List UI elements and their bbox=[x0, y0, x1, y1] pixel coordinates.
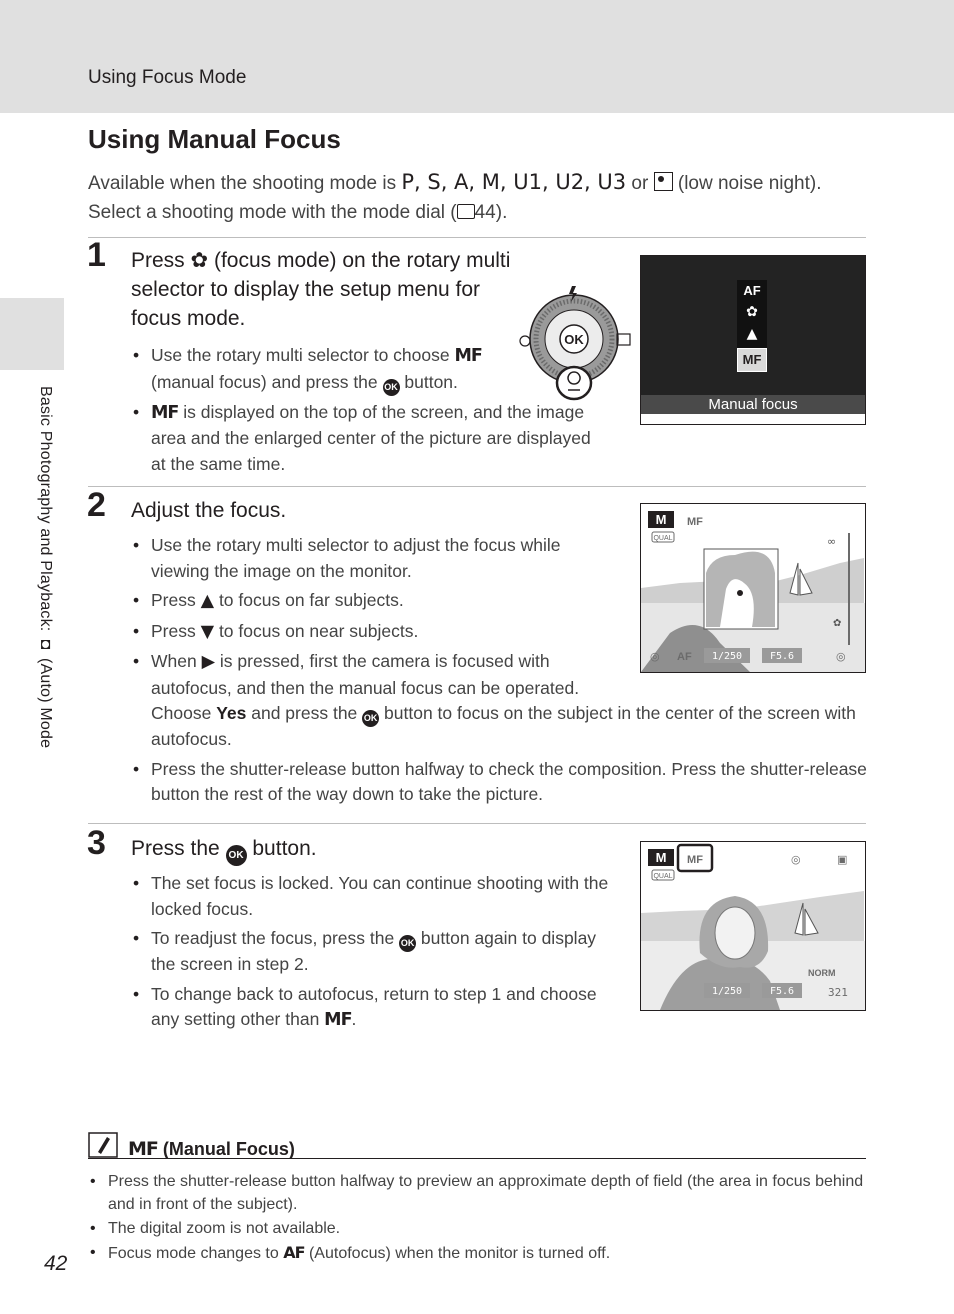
running-header: Using Focus Mode bbox=[88, 67, 247, 88]
autofocus-icon: AF bbox=[283, 1243, 305, 1262]
dial-ok-label: OK bbox=[564, 332, 584, 347]
macro-flower-icon: ✿ bbox=[190, 248, 209, 272]
bullet-text: To readjust the focus, press the bbox=[151, 928, 400, 948]
bullet-text: button again to display the screen in step 2. bbox=[151, 928, 597, 974]
bullet-text: Use the rotary multi selector to choose bbox=[151, 345, 455, 365]
macro-icon: ✿ bbox=[833, 618, 842, 629]
manual-focus-icon: MF bbox=[454, 346, 482, 366]
manual-focus-icon: MF bbox=[128, 1138, 158, 1160]
page-number: 42 bbox=[44, 1252, 68, 1275]
menu-item-af: AF bbox=[743, 283, 761, 298]
lcd-aperture: F5.6 bbox=[769, 986, 795, 997]
step2-heading: Adjust the focus. bbox=[131, 499, 287, 522]
bullet-text: . bbox=[351, 1009, 357, 1029]
yes-option: Yes bbox=[216, 703, 247, 723]
intro-or: or bbox=[626, 173, 654, 194]
lcd-qual: QUAL bbox=[653, 873, 673, 880]
menu-item-macro: ✿ bbox=[746, 304, 758, 320]
tip-bullets bbox=[88, 1170, 873, 1266]
bullet-text: Use the rotary multi selector to adjust the focus while viewing the image on the monitor. bbox=[151, 535, 561, 581]
step3-heading-b: button. bbox=[246, 837, 317, 860]
step-number: 2 bbox=[87, 486, 106, 524]
lcd-qual: QUAL bbox=[653, 535, 673, 542]
ok-button-icon: OK bbox=[399, 935, 416, 952]
lcd-vr-icon: ◎ bbox=[650, 650, 660, 663]
mode-list: P, S, A, M, U1, U2, U3 bbox=[401, 170, 627, 194]
exposure-comp-icon bbox=[617, 334, 630, 345]
bullet-text: button to focus on the subject in the center of the screen with autofocus. bbox=[151, 703, 856, 749]
infinity-icon: ∞ bbox=[827, 535, 837, 548]
bullet-text: The set focus is locked. You can continue shooting with the locked focus. bbox=[151, 873, 609, 919]
menu-item-manual-focus-selected: MF bbox=[737, 348, 767, 372]
list-item bbox=[88, 1170, 873, 1216]
intro-end: ). bbox=[495, 202, 508, 223]
tip-title-text: (Manual Focus) bbox=[162, 1139, 295, 1159]
lcd-mode-m: M bbox=[655, 850, 667, 865]
bullet-text: Press the shutter-release button halfway to preview an approximate depth of field (the area in focus behind and in front of the subject). bbox=[108, 1173, 864, 1213]
list-item bbox=[88, 1217, 873, 1240]
bullet-text: (Autofocus) when the monitor is turned off. bbox=[304, 1245, 611, 1262]
step1-heading-a: Press bbox=[131, 249, 191, 272]
step3-heading-a: Press the bbox=[131, 837, 226, 860]
chapter-side-label: Basic Photography and Playback: ◘ (Auto) Mode bbox=[37, 386, 54, 749]
list-item bbox=[88, 1241, 873, 1265]
section-title: Using Manual Focus bbox=[88, 124, 341, 154]
intro-prefix: Available when the shooting mode is bbox=[88, 173, 402, 194]
header-band bbox=[0, 0, 954, 113]
step3-bullets bbox=[131, 871, 623, 1038]
list-item bbox=[131, 982, 623, 1034]
bullet-text: Choose bbox=[151, 703, 217, 723]
ok-button-icon: OK bbox=[383, 379, 400, 396]
focus-locked-lcd-screen bbox=[640, 841, 866, 1011]
tip-title bbox=[128, 1138, 295, 1160]
intro-suffix: (low noise night). Select a shooting mode with the mode dial ( bbox=[88, 173, 822, 223]
ok-button-icon: OK bbox=[226, 845, 247, 866]
list-item bbox=[131, 400, 591, 478]
bullet-text: To change back to autofocus, return to step 1 and choose any setting other than bbox=[151, 983, 597, 1029]
bullet-text: (manual focus) and press the bbox=[151, 371, 383, 392]
up-arrow-icon: ▲ bbox=[200, 591, 215, 611]
bullet-text: Press bbox=[151, 620, 201, 641]
self-timer-icon bbox=[520, 336, 530, 346]
list-item bbox=[131, 757, 871, 808]
divider bbox=[88, 237, 866, 238]
menu-caption-bottom bbox=[641, 414, 865, 424]
step-number: 3 bbox=[87, 824, 106, 862]
lcd-norm: NORM bbox=[808, 968, 836, 978]
lcd-flash-mode-icon: ◎ bbox=[791, 853, 801, 866]
tip-pencil-icon bbox=[88, 1132, 118, 1158]
list-item bbox=[131, 926, 623, 978]
chapter-tab bbox=[0, 298, 64, 370]
focus-mode-menu-screen bbox=[640, 255, 866, 425]
lcd-shutter: 1/250 bbox=[711, 986, 743, 997]
lcd-focus-area-icon: ◎ bbox=[836, 650, 846, 663]
manual-focus-lcd-screen bbox=[640, 503, 866, 673]
right-arrow-icon: ▶ bbox=[201, 652, 216, 672]
divider bbox=[88, 486, 866, 487]
bullet-text: button. bbox=[399, 371, 458, 392]
bullet-text: is displayed on the top of the screen, and the image area and the enlarged center of the picture are displayed at the same time. bbox=[151, 401, 591, 474]
bullet-text: and press the bbox=[246, 703, 363, 723]
down-arrow-icon: ▼ bbox=[200, 621, 215, 642]
bullet-text: Focus mode changes to bbox=[108, 1245, 284, 1262]
lcd-shutter: 1/250 bbox=[711, 651, 743, 662]
rotary-multi-selector-diagram bbox=[514, 280, 636, 402]
step-number: 1 bbox=[87, 236, 106, 274]
list-item bbox=[131, 343, 511, 396]
bullet-text: When bbox=[151, 651, 202, 671]
step1-heading bbox=[131, 246, 511, 333]
menu-item-infinity: ▲ bbox=[746, 326, 758, 342]
lcd-frames-remaining: 321 bbox=[828, 986, 848, 999]
bullet-text: is pressed, first the camera is focused with autofocus, and then the manual focus can be operated. bbox=[151, 651, 580, 698]
list-item bbox=[131, 871, 623, 922]
divider bbox=[88, 823, 866, 824]
menu-caption: Manual focus bbox=[641, 395, 865, 414]
manual-focus-icon: MF bbox=[324, 1010, 352, 1030]
step3-heading bbox=[131, 834, 317, 866]
lcd-battery-icon: ▣ bbox=[837, 853, 848, 866]
list-item bbox=[131, 533, 621, 584]
lcd-mf: MF bbox=[687, 516, 703, 528]
night-portrait-icon bbox=[654, 172, 673, 191]
bullet-text: Press bbox=[151, 590, 201, 610]
bullet-text: The digital zoom is not available. bbox=[108, 1220, 341, 1237]
bullet-text: to focus on far subjects. bbox=[214, 590, 404, 610]
lcd-aperture: F5.6 bbox=[769, 651, 795, 662]
intro-paragraph bbox=[88, 168, 868, 227]
bullet-text: to focus on near subjects. bbox=[214, 620, 419, 641]
bullet-text: Press the shutter-release button halfway to check the composition. Press the shutter-release button the rest of the way down to take the picture. bbox=[151, 758, 867, 804]
manual-focus-icon: MF bbox=[151, 402, 179, 423]
ok-button-icon: OK bbox=[362, 710, 379, 727]
step1-heading-b: (focus mode) on the rotary multi selector to display the setup menu for focus mode. bbox=[131, 249, 511, 330]
intro-page-ref: 44 bbox=[474, 202, 496, 223]
lcd-mode-m: M bbox=[655, 512, 667, 527]
book-ref-icon bbox=[457, 204, 475, 219]
lcd-af: AF bbox=[677, 651, 692, 663]
lcd-mf-highlight: MF bbox=[687, 854, 703, 866]
